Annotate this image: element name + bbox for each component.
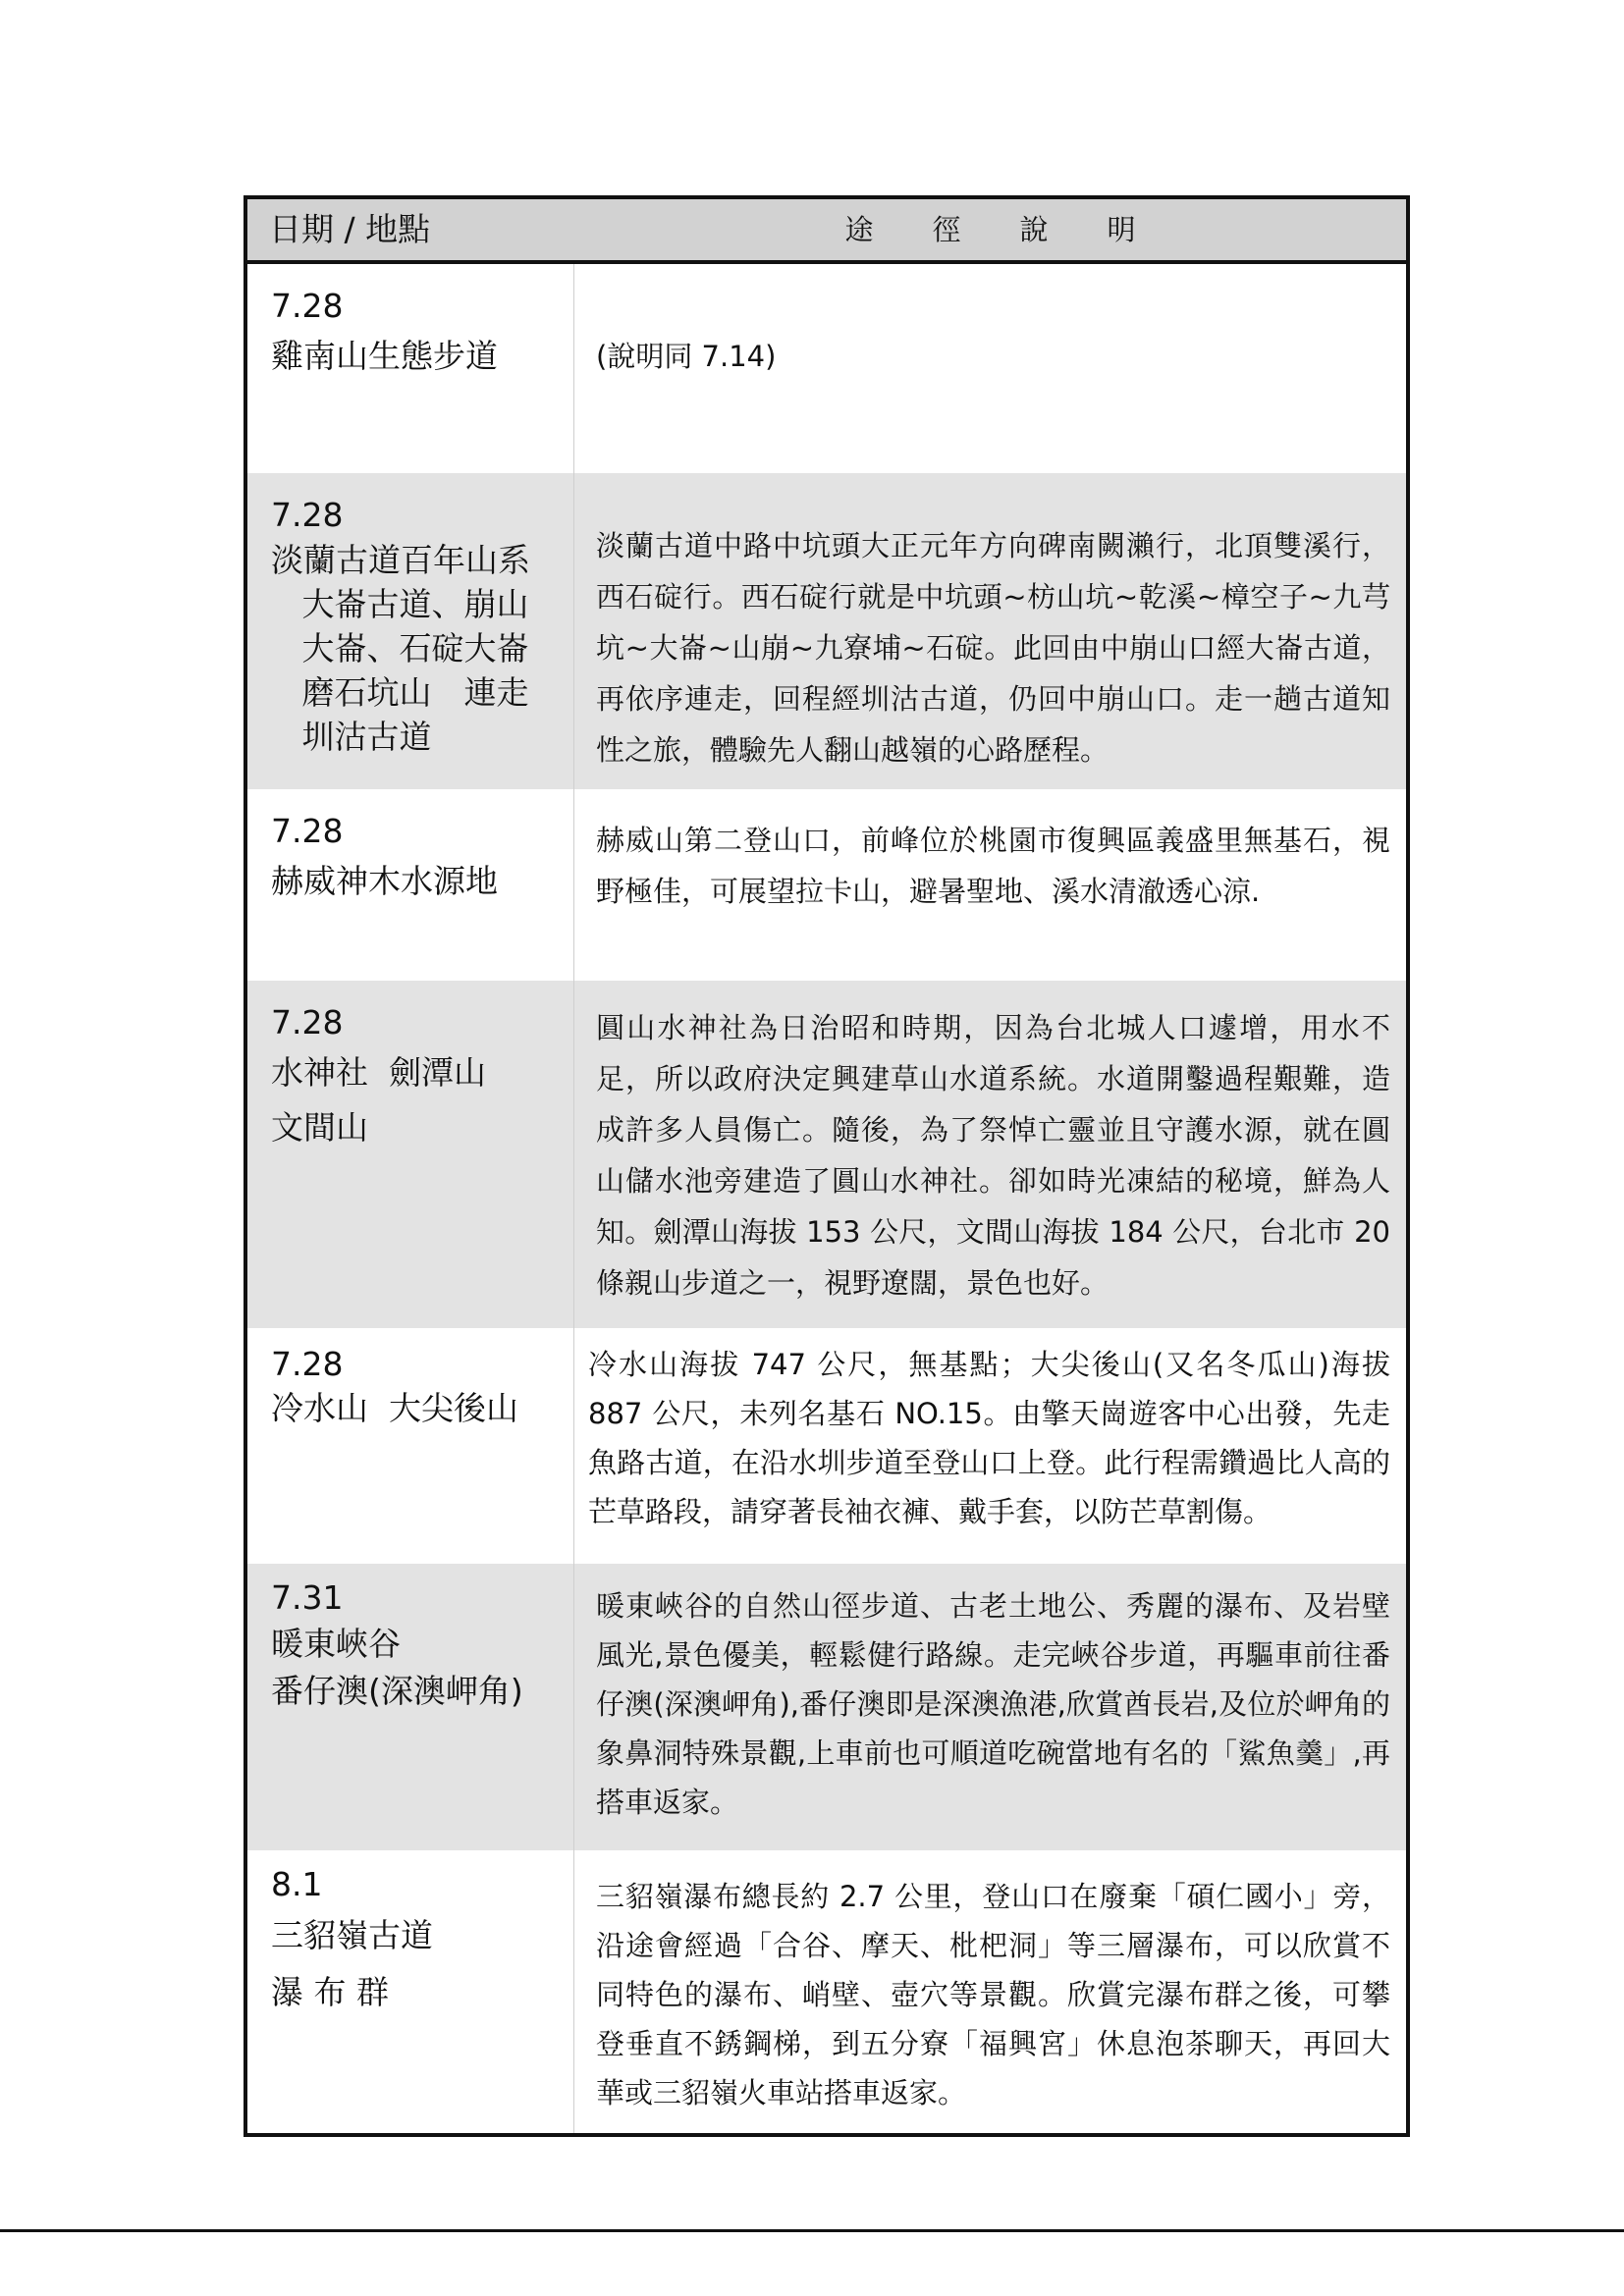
place-line: 三貂嶺古道 [271,1916,433,1954]
itinerary-table [244,195,1410,2137]
table-row [247,981,1406,1328]
place-line: 赫威神木水源地 [271,862,498,900]
description-cell: (說明同 7.14) [596,340,777,373]
table-row [247,789,1406,981]
footer-rule [0,2229,1624,2232]
date-label: 7.28 [271,1345,344,1383]
date-label: 7.31 [271,1578,344,1617]
header-route-description: 途徑說明 [844,213,1195,246]
date-label: 8.1 [271,1865,323,1903]
date-place-cell [247,1564,574,1850]
place-line: 大崙、石碇大崙 [271,629,529,667]
place-line: 大崙古道、崩山 [271,585,529,623]
date-place-cell [247,264,574,473]
place-line: 暖東峽谷 [271,1625,401,1663]
place-line: 圳沽古道 [271,718,432,756]
table-row [247,1328,1406,1564]
date-label: 7.28 [271,287,344,325]
table-row [247,1850,1406,2133]
header-date-place: 日期 / 地點 [269,210,431,248]
table-row [247,264,1406,473]
place-line: 磨石坑山 連走 [271,673,529,712]
description-cell: 圓山水神社為日治昭和時期，因為台北城人口遽增，用水不足，所以政府決定興建草山水道系統。水道開鑿過程艱難，造成許多人員傷亡。隨後，為了祭悼亡靈並且守護水源，就在圓山儲水池旁建造了圓山水神社。卻如時光凍結的秘境，鮮為人知。劍潭山海拔 153 公尺，文間山海拔 184 公尺，台北市 20 條親山步道之一，視野遼闊，景色也好。 [596,1011,1390,1300]
description-cell: 冷水山海拔 747 公尺，無基點；大尖後山(又名冬瓜山)海拔 887 公尺，未列名基石 NO.15。由擎天崗遊客中心出發，先走魚路古道，在沿水圳步道至登山口上登。此行程需鑽過比人高的芒草路段，請穿著長袖衣褲、戴手套，以防芒草割傷。 [588,1348,1390,1528]
date-place-cell [247,1328,574,1564]
description-cell: 淡蘭古道中路中坑頭大正元年方向碑南闕瀨行，北頂雙溪行，西石碇行。西石碇行就是中坑頭~枋山坑~乾溪~樟空子~九芎坑~大崙~山崩~九寮埔~石碇。此回由中崩山口經大崙古道，再依序連走，回程經圳沽古道，仍回中崩山口。走一趟古道知性之旅，體驗先人翻山越嶺的心路歷程。 [596,529,1390,767]
place-line: 瀑 布 群 [271,1973,389,2011]
place-line: 文間山 [271,1108,368,1147]
description-cell: 暖東峽谷的自然山徑步道、古老土地公、秀麗的瀑布、及岩壁風光,景色優美，輕鬆健行路線。走完峽谷步道，再驅車前往番仔澳(深澳岬角),番仔澳即是深澳漁港,欣賞酋長岩,及位於岬角的象鼻洞特殊景觀,上車前也可順道吃碗當地有名的「鯊魚羹」,再搭車返家。 [596,1589,1390,1819]
table-header [247,199,1406,264]
description-cell: 三貂嶺瀑布總長約 2.7 公里，登山口在廢棄「碩仁國小」旁，沿途會經過「合谷、摩天、枇杷洞」等三層瀑布，可以欣賞不同特色的瀑布、峭壁、壺穴等景觀。欣賞完瀑布群之後，可攀登垂直不銹鋼梯，到五分寮「福興宮」休息泡茶聊天，再回大華或三貂嶺火車站搭車返家。 [596,1880,1390,2109]
place-line: 淡蘭古道百年山系 [271,541,530,579]
table-row [247,1564,1406,1850]
date-label: 7.28 [271,496,344,534]
date-place-cell [247,473,574,789]
date-place-cell [247,789,574,981]
table-row [247,473,1406,789]
place-line: 雞南山生態步道 [271,337,498,375]
place-line: 番仔澳(深澳岬角) [271,1672,523,1710]
date-place-cell [247,1850,574,2133]
date-label: 7.28 [271,1003,344,1041]
place-line: 冷水山 大尖後山 [271,1389,518,1427]
date-label: 7.28 [271,812,344,850]
date-place-cell [247,981,574,1328]
description-cell: 赫威山第二登山口，前峰位於桃園市復興區義盛里無基石，視野極佳，可展望拉卡山，避暑聖地、溪水清澈透心涼. [596,824,1390,908]
place-line: 水神社 劍潭山 [271,1053,486,1092]
